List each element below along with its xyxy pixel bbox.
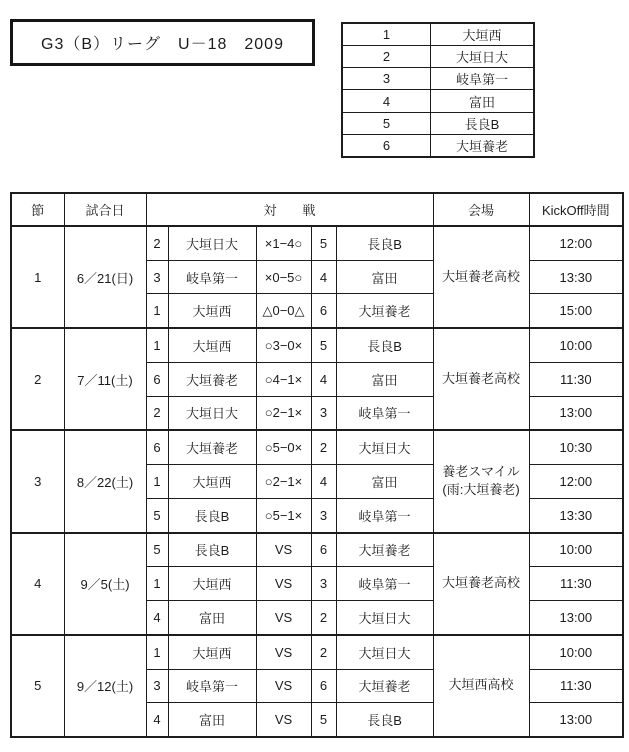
kickoff-cell: 10:00 bbox=[529, 328, 623, 362]
home-team-cell: 大垣西 bbox=[168, 567, 256, 601]
score-cell: ○5−0× bbox=[256, 430, 311, 464]
venue-cell bbox=[433, 533, 529, 635]
away-team-cell: 富田 bbox=[336, 465, 433, 499]
team-row bbox=[342, 112, 534, 134]
home-number-cell: 5 bbox=[146, 498, 168, 532]
away-number-cell: 3 bbox=[311, 396, 336, 430]
home-team-cell: 大垣西 bbox=[168, 328, 256, 362]
home-number-cell: 6 bbox=[146, 430, 168, 464]
match-row bbox=[11, 328, 623, 362]
away-team-cell: 大垣養老 bbox=[336, 669, 433, 703]
team-name: 大垣日大 bbox=[431, 46, 535, 68]
team-name: 長良B bbox=[431, 112, 535, 134]
home-number-cell: 1 bbox=[146, 328, 168, 362]
venue-line2: (雨:大垣養老) bbox=[442, 482, 520, 498]
home-number-cell: 3 bbox=[146, 260, 168, 294]
score-cell: ○2−1× bbox=[256, 465, 311, 499]
home-team-cell: 大垣養老 bbox=[168, 363, 256, 397]
score-cell: VS bbox=[256, 703, 311, 737]
away-number-cell: 3 bbox=[311, 567, 336, 601]
home-team-cell: 大垣日大 bbox=[168, 396, 256, 430]
kickoff-cell: 13:30 bbox=[529, 260, 623, 294]
date-cell: 6／21(日) bbox=[64, 226, 146, 328]
header-match: 対 戦 bbox=[146, 193, 433, 226]
home-team-cell: 大垣西 bbox=[168, 635, 256, 669]
away-team-cell: 大垣養老 bbox=[336, 294, 433, 328]
team-row bbox=[342, 23, 534, 46]
home-team-cell: 大垣西 bbox=[168, 465, 256, 499]
away-team-cell: 大垣養老 bbox=[336, 533, 433, 567]
score-cell: VS bbox=[256, 567, 311, 601]
venue-cell bbox=[433, 635, 529, 737]
team-name: 大垣西 bbox=[431, 23, 535, 46]
kickoff-cell: 15:00 bbox=[529, 294, 623, 328]
away-team-cell: 岐阜第一 bbox=[336, 498, 433, 532]
away-number-cell: 5 bbox=[311, 328, 336, 362]
away-team-cell: 富田 bbox=[336, 363, 433, 397]
home-number-cell: 4 bbox=[146, 703, 168, 737]
away-number-cell: 2 bbox=[311, 635, 336, 669]
away-number-cell: 2 bbox=[311, 430, 336, 464]
round-cell: 3 bbox=[11, 430, 64, 532]
away-team-cell: 大垣日大 bbox=[336, 430, 433, 464]
kickoff-cell: 13:30 bbox=[529, 498, 623, 532]
kickoff-cell: 13:00 bbox=[529, 396, 623, 430]
home-team-cell: 大垣養老 bbox=[168, 430, 256, 464]
away-team-cell: 大垣日大 bbox=[336, 635, 433, 669]
score-cell: ×0−5○ bbox=[256, 260, 311, 294]
venue-line1: 養老スマイル bbox=[442, 463, 520, 479]
home-number-cell: 1 bbox=[146, 635, 168, 669]
schedule-header-row bbox=[11, 193, 623, 226]
date-cell: 8／22(土) bbox=[64, 430, 146, 532]
kickoff-cell: 10:30 bbox=[529, 430, 623, 464]
kickoff-cell: 10:00 bbox=[529, 635, 623, 669]
score-cell: ○4−1× bbox=[256, 363, 311, 397]
match-row bbox=[11, 226, 623, 260]
score-cell: VS bbox=[256, 533, 311, 567]
kickoff-cell: 11:30 bbox=[529, 363, 623, 397]
venue-line1: 大垣西高校 bbox=[448, 677, 514, 693]
kickoff-cell: 12:00 bbox=[529, 226, 623, 260]
away-number-cell: 5 bbox=[311, 226, 336, 260]
home-number-cell: 2 bbox=[146, 396, 168, 430]
round-cell: 2 bbox=[11, 328, 64, 430]
away-team-cell: 岐阜第一 bbox=[336, 567, 433, 601]
teams-legend-table bbox=[341, 22, 535, 158]
venue-cell bbox=[433, 226, 529, 328]
team-row bbox=[342, 46, 534, 68]
away-team-cell: 長良B bbox=[336, 328, 433, 362]
home-number-cell: 6 bbox=[146, 363, 168, 397]
team-row bbox=[342, 68, 534, 90]
home-number-cell: 1 bbox=[146, 567, 168, 601]
team-number: 1 bbox=[342, 23, 431, 46]
away-number-cell: 6 bbox=[311, 294, 336, 328]
league-title-box bbox=[10, 19, 315, 66]
score-cell: VS bbox=[256, 635, 311, 669]
team-number: 5 bbox=[342, 112, 431, 134]
away-number-cell: 4 bbox=[311, 363, 336, 397]
team-name: 大垣養老 bbox=[431, 134, 535, 157]
round-cell: 4 bbox=[11, 533, 64, 635]
kickoff-cell: 12:00 bbox=[529, 465, 623, 499]
home-team-cell: 長良B bbox=[168, 533, 256, 567]
schedule-table bbox=[10, 192, 624, 738]
home-number-cell: 1 bbox=[146, 465, 168, 499]
team-name: 岐阜第一 bbox=[431, 68, 535, 90]
team-name: 富田 bbox=[431, 90, 535, 112]
venue-line1: 大垣養老高校 bbox=[442, 370, 521, 386]
away-team-cell: 岐阜第一 bbox=[336, 396, 433, 430]
away-team-cell: 大垣日大 bbox=[336, 600, 433, 634]
score-cell: ○5−1× bbox=[256, 498, 311, 532]
score-cell: ○2−1× bbox=[256, 396, 311, 430]
home-team-cell: 岐阜第一 bbox=[168, 260, 256, 294]
score-cell: ○3−0× bbox=[256, 328, 311, 362]
away-number-cell: 5 bbox=[311, 703, 336, 737]
match-row bbox=[11, 635, 623, 669]
score-cell: ×1−4○ bbox=[256, 226, 311, 260]
kickoff-cell: 13:00 bbox=[529, 600, 623, 634]
kickoff-cell: 13:00 bbox=[529, 703, 623, 737]
kickoff-cell: 10:00 bbox=[529, 533, 623, 567]
score-cell: VS bbox=[256, 669, 311, 703]
home-team-cell: 大垣日大 bbox=[168, 226, 256, 260]
header-kickoff: KickOff時間 bbox=[529, 193, 623, 226]
header-venue: 会場 bbox=[433, 193, 529, 226]
venue-cell bbox=[433, 430, 529, 532]
round-cell: 5 bbox=[11, 635, 64, 737]
home-team-cell: 大垣西 bbox=[168, 294, 256, 328]
match-row bbox=[11, 430, 623, 464]
venue-cell bbox=[433, 328, 529, 430]
away-team-cell: 長良B bbox=[336, 226, 433, 260]
home-number-cell: 2 bbox=[146, 226, 168, 260]
header-date: 試合日 bbox=[64, 193, 146, 226]
match-row bbox=[11, 533, 623, 567]
home-team-cell: 富田 bbox=[168, 600, 256, 634]
home-team-cell: 長良B bbox=[168, 498, 256, 532]
away-number-cell: 4 bbox=[311, 260, 336, 294]
home-number-cell: 1 bbox=[146, 294, 168, 328]
home-team-cell: 富田 bbox=[168, 703, 256, 737]
home-number-cell: 4 bbox=[146, 600, 168, 634]
date-cell: 7／11(土) bbox=[64, 328, 146, 430]
league-title: G3（B）リーグ U－18 2009 bbox=[41, 36, 284, 53]
away-number-cell: 3 bbox=[311, 498, 336, 532]
score-cell: △0−0△ bbox=[256, 294, 311, 328]
home-number-cell: 5 bbox=[146, 533, 168, 567]
away-number-cell: 4 bbox=[311, 465, 336, 499]
team-number: 2 bbox=[342, 46, 431, 68]
away-team-cell: 長良B bbox=[336, 703, 433, 737]
team-number: 3 bbox=[342, 68, 431, 90]
team-number: 4 bbox=[342, 90, 431, 112]
home-team-cell: 岐阜第一 bbox=[168, 669, 256, 703]
away-number-cell: 6 bbox=[311, 533, 336, 567]
score-cell: VS bbox=[256, 600, 311, 634]
date-cell: 9／12(土) bbox=[64, 635, 146, 737]
team-row bbox=[342, 90, 534, 112]
kickoff-cell: 11:30 bbox=[529, 567, 623, 601]
away-team-cell: 富田 bbox=[336, 260, 433, 294]
date-cell: 9／5(土) bbox=[64, 533, 146, 635]
away-number-cell: 2 bbox=[311, 600, 336, 634]
home-number-cell: 3 bbox=[146, 669, 168, 703]
away-number-cell: 6 bbox=[311, 669, 336, 703]
venue-line1: 大垣養老高校 bbox=[442, 575, 521, 591]
team-number: 6 bbox=[342, 134, 431, 157]
round-cell: 1 bbox=[11, 226, 64, 328]
header-round: 節 bbox=[11, 193, 64, 226]
kickoff-cell: 11:30 bbox=[529, 669, 623, 703]
team-row bbox=[342, 134, 534, 157]
venue-line1: 大垣養老高校 bbox=[442, 268, 521, 284]
